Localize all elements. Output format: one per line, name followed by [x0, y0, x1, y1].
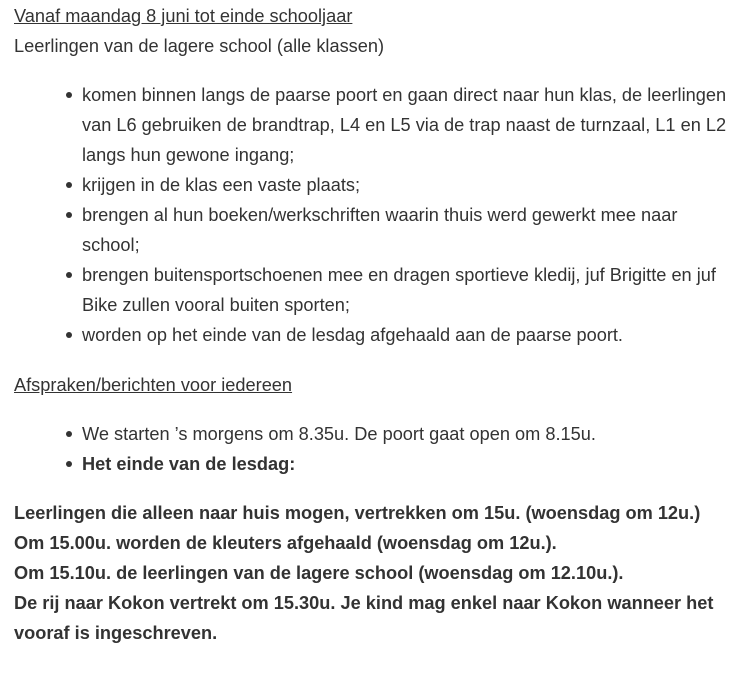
list-item: komen binnen langs de paarse poort en gaan direct naar hun klas, de leerlingen van L6 gebruiken de brandtrap, L4 en L5 via de trap naast de turnzaal, L1 en L2 langs hun gewone ingang; [82, 80, 730, 170]
document [0, 1, 730, 648]
section-heading-agreements: Afspraken/berichten voor iedereen [14, 375, 293, 395]
list-item: We starten ’s morgens om 8.35u. De poort gaat open om 8.15u. [82, 419, 730, 449]
list-item: brengen buitensportschoenen mee en dragen sportieve kledij, juf Brigitte en juf Bike zullen vooral buiten sporten; [82, 260, 730, 320]
closing-line: Om 15.10u. de leerlingen van de lagere school (woensdag om 12.10u.). [14, 563, 624, 583]
list-item: krijgen in de klas een vaste plaats; [82, 170, 730, 200]
students-rules-list [14, 80, 730, 350]
section-heading-period: Vanaf maandag 8 juni tot einde schooljaar [14, 6, 353, 26]
agreements-list [14, 419, 730, 479]
closing-line: De rij naar Kokon vertrekt om 15.30u. Je kind mag enkel naar Kokon wanneer het vooraf is ingeschreven. [14, 593, 714, 643]
closing-line: Leerlingen die alleen naar huis mogen, vertrekken om 15u. (woensdag om 12u.) [14, 503, 701, 523]
list-item: brengen al hun boeken/werkschriften waarin thuis werd gewerkt mee naar school; [82, 200, 730, 260]
end-of-day-details [14, 498, 724, 648]
list-item: worden op het einde van de lesdag afgehaald aan de paarse poort. [82, 320, 730, 350]
list-item-end-of-day: Het einde van de lesdag: [82, 449, 730, 479]
section-subheading-students: Leerlingen van de lagere school (alle klassen) [14, 36, 385, 56]
closing-line: Om 15.00u. worden de kleuters afgehaald (woensdag om 12u.). [14, 533, 557, 553]
